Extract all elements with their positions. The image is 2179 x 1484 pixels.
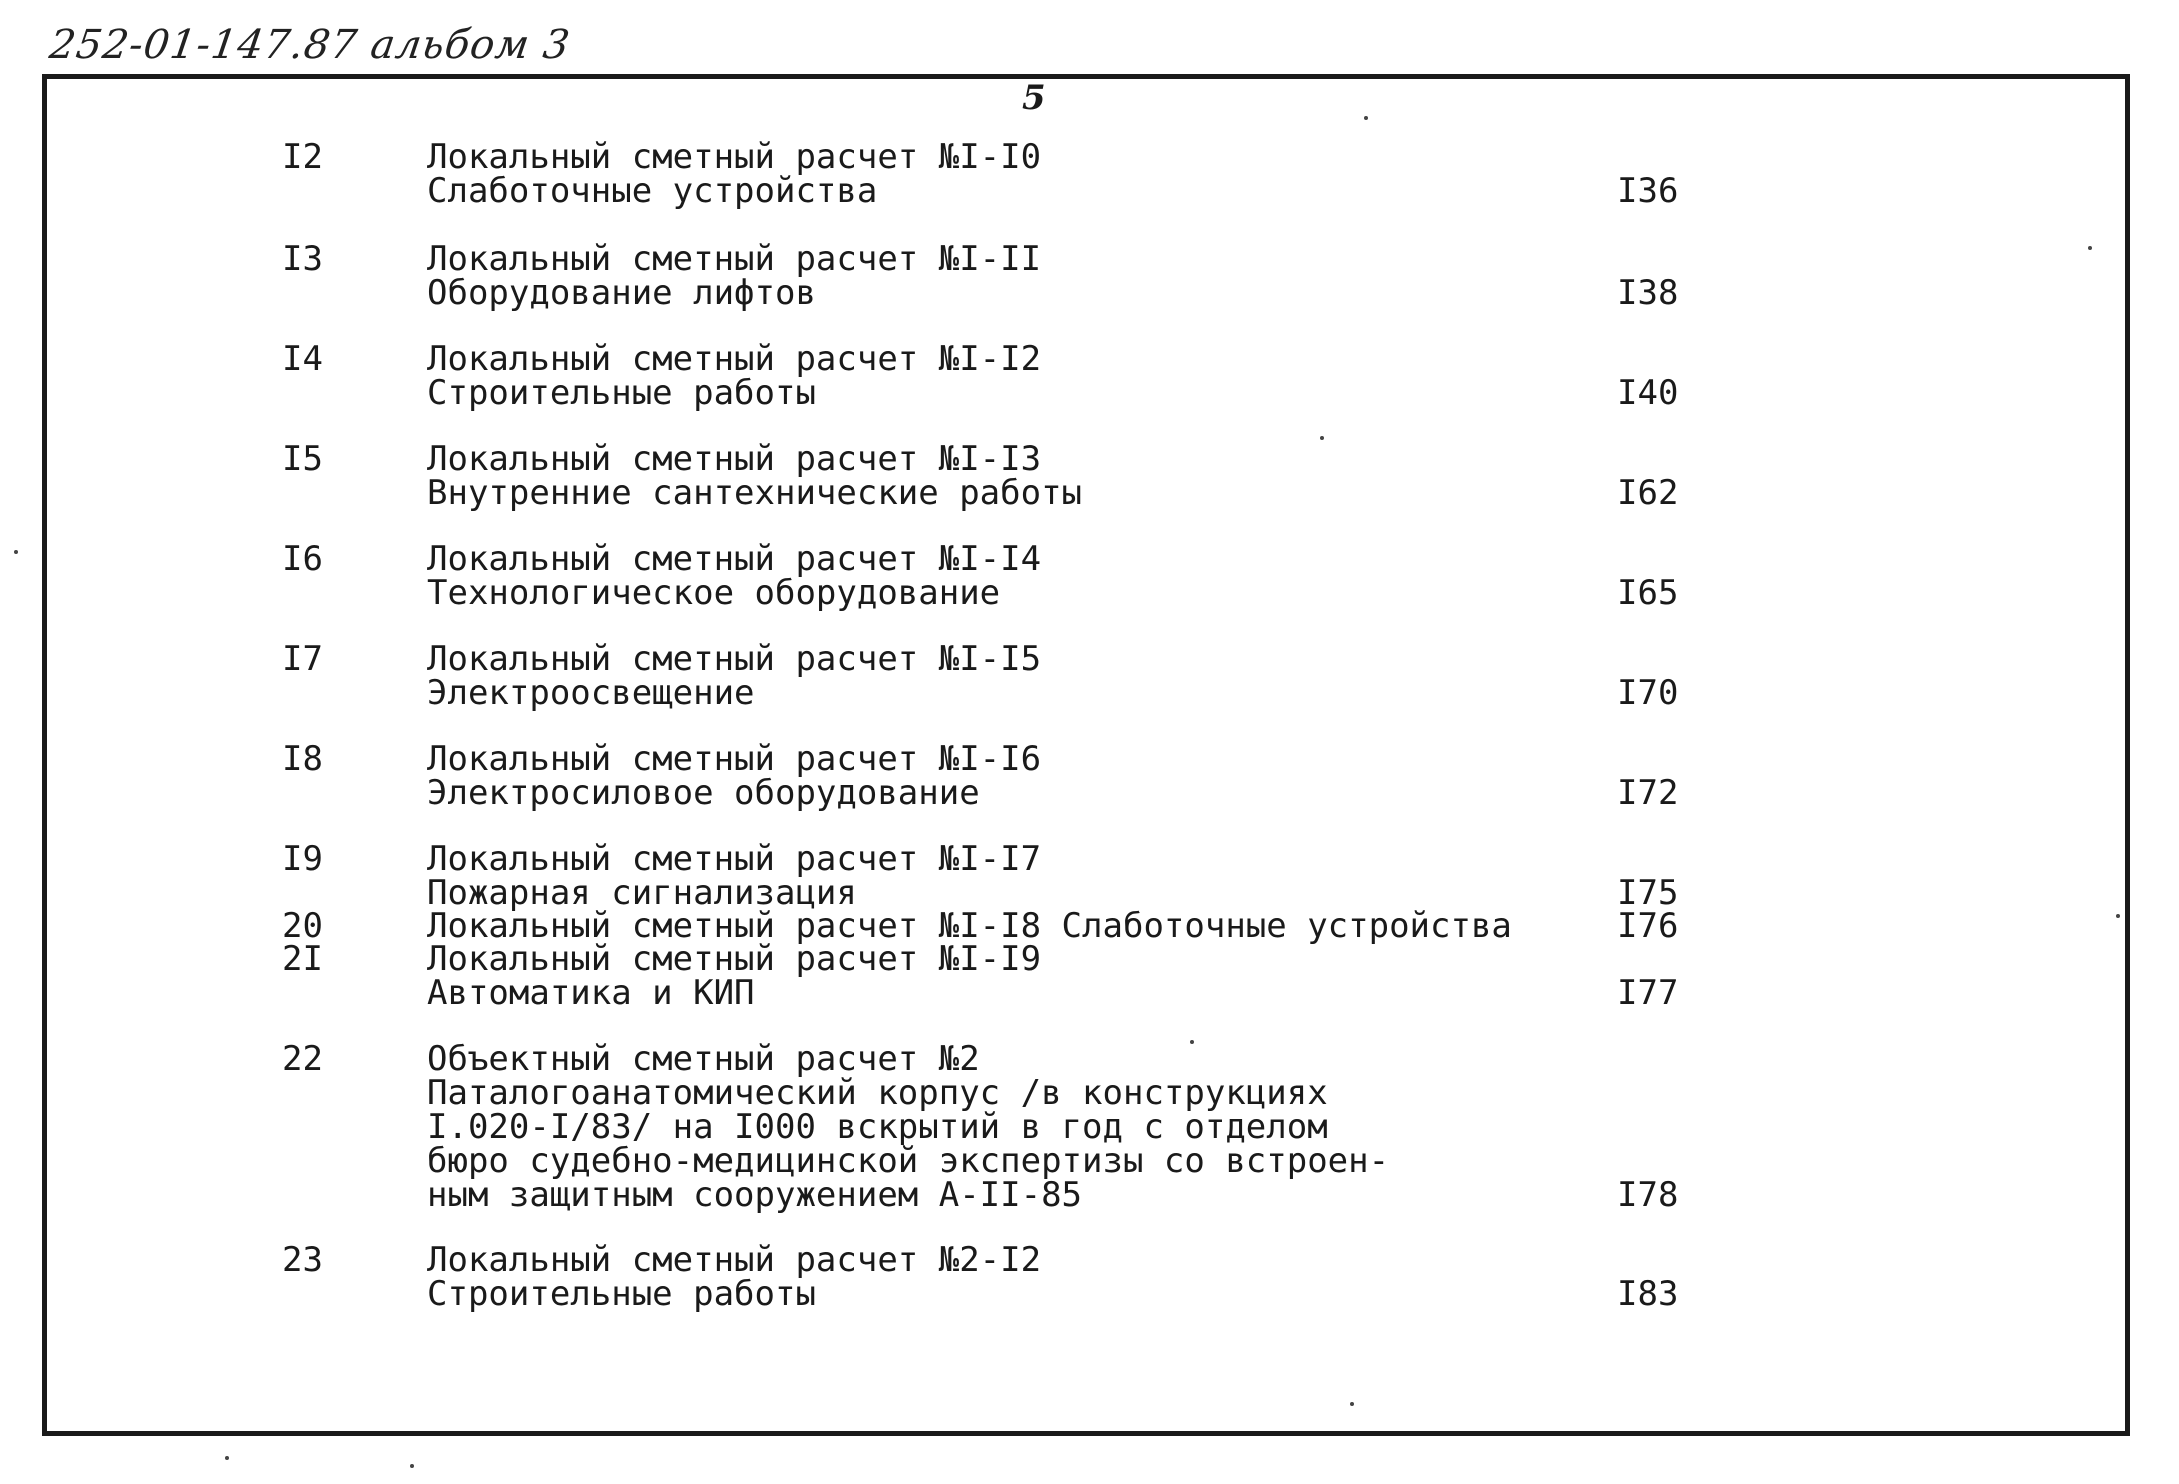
scan-speck <box>1350 1402 1354 1406</box>
entry-page-number: I72 <box>1617 773 1679 813</box>
album-reference-note: 252-01-147.87 альбом 3 <box>46 22 574 68</box>
entry-title <box>427 939 1042 1013</box>
entry-title-line: Электроосвещение <box>427 673 755 713</box>
entry-number: I6 <box>282 539 323 579</box>
entry-title-line: Строительные работы <box>427 373 816 413</box>
scan-speck <box>2116 914 2120 918</box>
entry-title <box>427 739 1042 813</box>
entry-title-line: Локальный сметный расчет №I-I0 <box>427 137 1042 177</box>
entry-title <box>427 339 1042 413</box>
entry-number: 22 <box>282 1039 323 1079</box>
entry-page-number: I38 <box>1617 273 1679 313</box>
entry-title-line: Локальный сметный расчет №I-I4 <box>427 539 1042 579</box>
entry-title-line: Автоматика и КИП <box>427 973 755 1013</box>
entry-title-line: Локальный сметный расчет №I-I5 <box>427 639 1042 679</box>
entry-page-number: I40 <box>1617 373 1679 413</box>
entry-title-line: Локальный сметный расчет №I-II <box>427 239 1042 279</box>
entry-title-line: Локальный сметный расчет №I-I6 <box>427 739 1042 779</box>
entry-title-line: Электросиловое оборудование <box>427 773 980 813</box>
entry-title <box>427 239 1042 313</box>
entry-title <box>427 639 1042 713</box>
entry-page-number: I36 <box>1617 171 1679 211</box>
scan-speck <box>1364 116 1368 120</box>
entry-page-number: I76 <box>1617 906 1679 946</box>
entry-title-line: Строительные работы <box>427 1274 816 1314</box>
entry-title-line: Слаботочные устройства <box>427 171 878 211</box>
entry-title-line: Пожарная сигнализация <box>427 873 857 913</box>
entry-number: I3 <box>282 239 323 279</box>
entry-number: 20 <box>282 906 323 946</box>
entry-title <box>427 439 1083 513</box>
scan-speck <box>225 1456 229 1460</box>
entry-page-number: I65 <box>1617 573 1679 613</box>
entry-title <box>427 137 1042 211</box>
scan-speck <box>1320 436 1324 440</box>
entry-title-line: бюро судебно-медицинской экспертизы со встроен- <box>427 1141 1390 1181</box>
entry-title-line: I.020-I/83/ на I000 вскрытий в год с отделом <box>427 1107 1328 1147</box>
entry-title-line: Паталогоанатомический корпус /в конструкциях <box>427 1073 1328 1113</box>
scan-speck <box>410 1464 414 1468</box>
entry-page-number: I83 <box>1617 1274 1679 1314</box>
entry-number: I9 <box>282 839 323 879</box>
entry-page-number: I62 <box>1617 473 1679 513</box>
entry-number: 23 <box>282 1240 323 1280</box>
entry-number: I8 <box>282 739 323 779</box>
entry-title-line: Внутренние сантехнические работы <box>427 473 1083 513</box>
entry-number: I5 <box>282 439 323 479</box>
entry-title-line: Оборудование лифтов <box>427 273 816 313</box>
entry-number: I7 <box>282 639 323 679</box>
page-number: 5 <box>1022 78 1046 118</box>
entry-page-number: I75 <box>1617 873 1679 913</box>
scan-speck <box>2088 246 2092 250</box>
entry-title-line: Локальный сметный расчет №I-I7 <box>427 839 1042 879</box>
entry-title-line: ным защитным сооружением А-II-85 <box>427 1175 1083 1215</box>
entry-title <box>427 839 1042 913</box>
entry-title <box>427 1240 1042 1314</box>
entry-number: I4 <box>282 339 323 379</box>
entry-title-line: Технологическое оборудование <box>427 573 1001 613</box>
entry-title <box>427 1039 1390 1215</box>
entry-title-line: Локальный сметный расчет №2-I2 <box>427 1240 1042 1280</box>
entry-title-line: Объектный сметный расчет №2 <box>427 1039 980 1079</box>
scan-speck <box>14 550 18 554</box>
entry-number: 2I <box>282 939 323 979</box>
entry-page-number: I78 <box>1617 1175 1679 1215</box>
entry-title <box>427 539 1042 613</box>
entry-page-number: I77 <box>1617 973 1679 1013</box>
scan-speck <box>1190 1040 1194 1044</box>
page-frame <box>42 74 2130 1436</box>
entry-page-number: I70 <box>1617 673 1679 713</box>
entry-title-line: Локальный сметный расчет №I-I3 <box>427 439 1042 479</box>
entry-number: I2 <box>282 137 323 177</box>
entry-title <box>427 906 1512 946</box>
entry-title-line: Локальный сметный расчет №I-I8 Слаботочные устройства <box>427 906 1512 946</box>
entry-title-line: Локальный сметный расчет №I-I2 <box>427 339 1042 379</box>
entry-title-line: Локальный сметный расчет №I-I9 <box>427 939 1042 979</box>
